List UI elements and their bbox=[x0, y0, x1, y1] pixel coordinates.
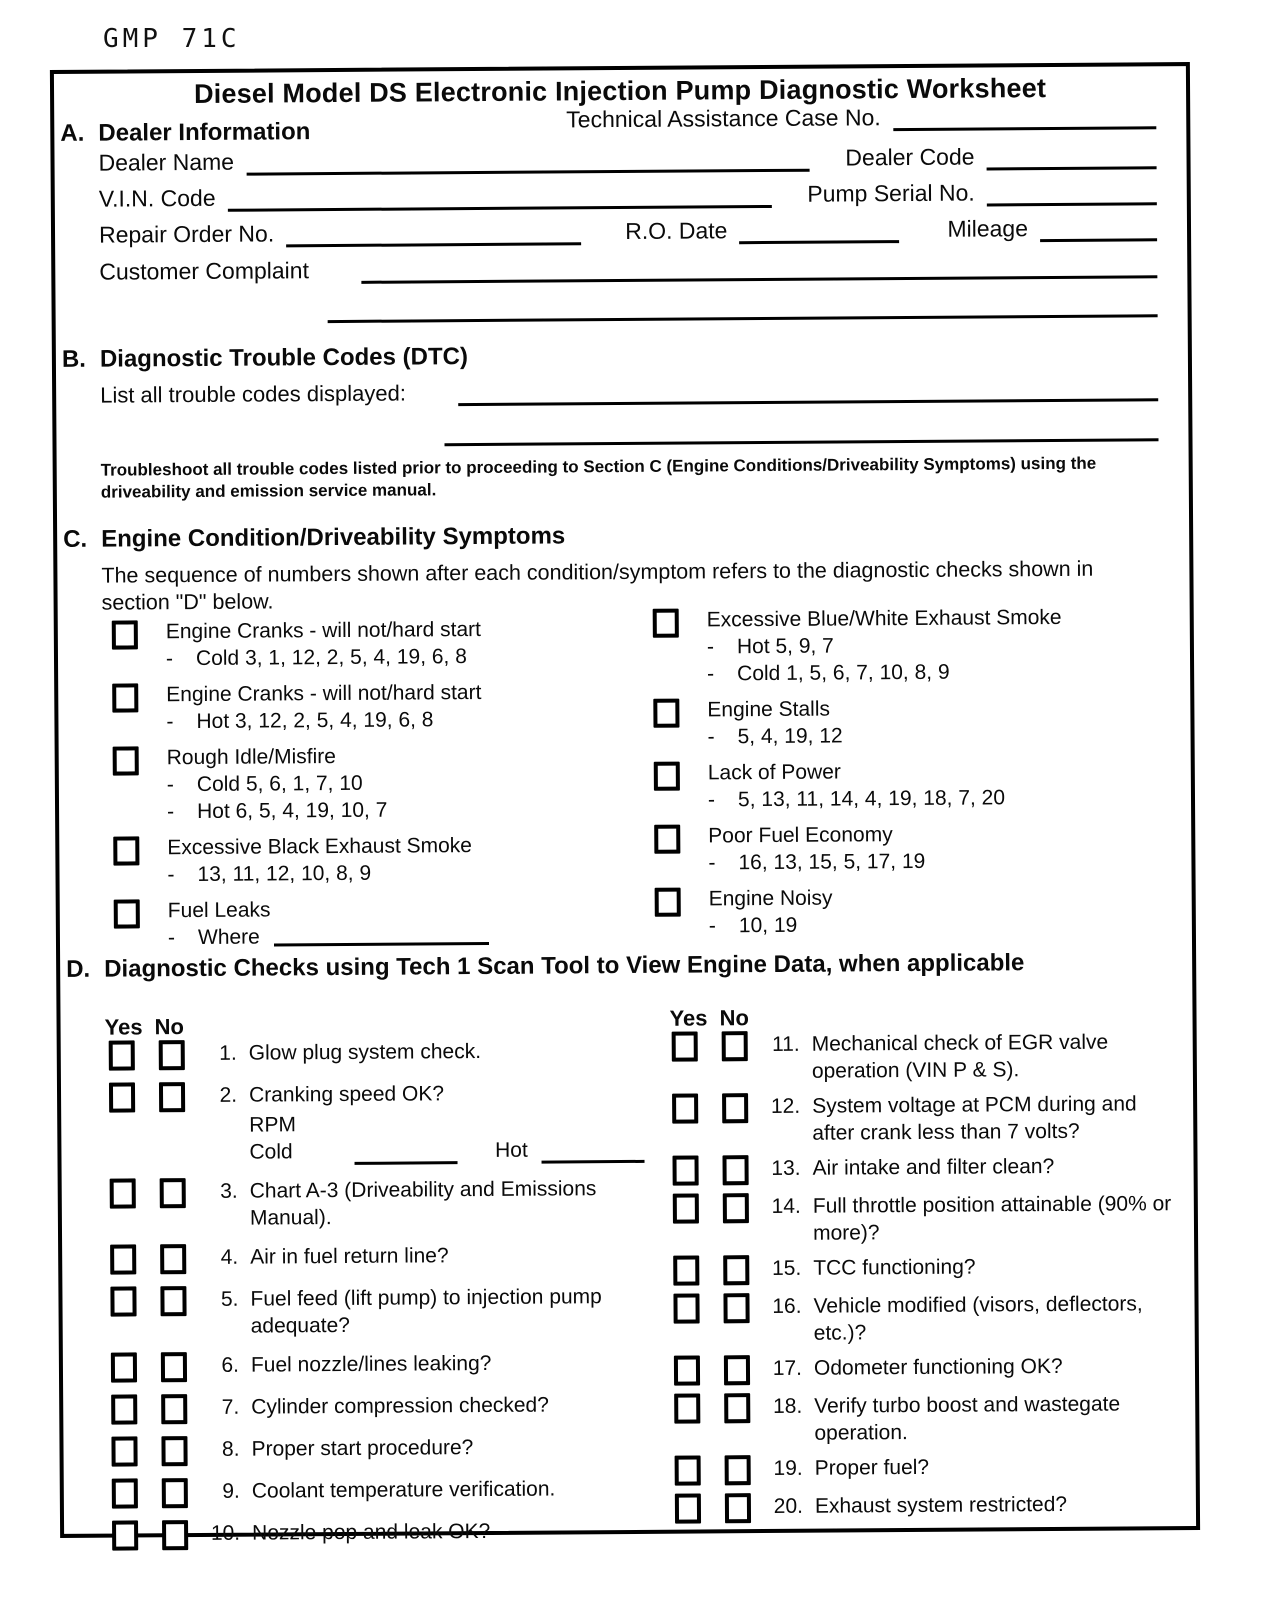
yes-checkbox[interactable] bbox=[675, 1455, 701, 1485]
symptom-blue-white-smoke bbox=[643, 603, 1189, 688]
complaint-field-line1[interactable] bbox=[361, 249, 1158, 284]
dash-bullet: - bbox=[707, 788, 716, 812]
symptom-title: Engine Stalls bbox=[707, 697, 831, 722]
dash-bullet: - bbox=[167, 926, 176, 950]
yes-checkbox[interactable] bbox=[111, 1394, 137, 1424]
worksheet-title: Diesel Model DS Electronic Injection Pump Diagnostic Worksheet bbox=[193, 73, 1047, 109]
symptom-title: Engine Cranks - will not/hard start bbox=[166, 681, 482, 707]
section-a-title: Dealer Information bbox=[98, 118, 311, 147]
symptom-sequence bbox=[709, 909, 1190, 939]
section-b-id: B. bbox=[61, 345, 87, 373]
check-number: 5. bbox=[220, 1287, 239, 1311]
repair-order-field[interactable] bbox=[286, 216, 581, 247]
symptom-sequence bbox=[167, 795, 608, 825]
no-label: No bbox=[719, 1005, 749, 1031]
symptom-checkbox[interactable] bbox=[112, 683, 138, 712]
no-checkbox[interactable] bbox=[162, 1520, 188, 1550]
no-checkbox[interactable] bbox=[161, 1436, 187, 1466]
rpm-hot-field[interactable] bbox=[542, 1140, 645, 1164]
pump-serial-field[interactable] bbox=[987, 176, 1157, 206]
no-checkbox[interactable] bbox=[724, 1355, 750, 1385]
symptom-column-right bbox=[643, 603, 1190, 949]
yes-checkbox[interactable] bbox=[110, 1244, 136, 1274]
symptom-checkbox[interactable] bbox=[654, 825, 680, 854]
dash-bullet: - bbox=[166, 773, 174, 797]
dealer-code-field[interactable] bbox=[986, 140, 1156, 170]
dealer-name-field[interactable] bbox=[246, 143, 810, 176]
check-item-2 bbox=[101, 1079, 667, 1167]
symptom-sequence bbox=[707, 657, 1188, 687]
yes-checkbox[interactable] bbox=[109, 1040, 135, 1070]
check-item-8 bbox=[103, 1433, 668, 1467]
check-text: Fuel nozzle/lines leaking? bbox=[250, 1351, 492, 1377]
symptom-sequence bbox=[167, 768, 608, 798]
checks-column-right bbox=[660, 1001, 1204, 1532]
section-c-intro: The sequence of numbers shown after each condition/symptom refers to the diagnostic checks shown in section "D" below. bbox=[101, 556, 1094, 615]
symptom-title: Excessive Blue/White Exhaust Smoke bbox=[706, 605, 1062, 632]
symptom-sequence bbox=[707, 630, 1188, 660]
ro-date-label: R.O. Date bbox=[625, 217, 728, 244]
check-item-1 bbox=[101, 1037, 666, 1071]
check-item-15 bbox=[662, 1252, 1202, 1286]
section-d-id: D. bbox=[66, 955, 91, 983]
check-text: Nozzle pop and leak OK? bbox=[252, 1519, 491, 1545]
section-c-heading bbox=[63, 522, 565, 554]
section-d-heading bbox=[66, 949, 1024, 984]
check-text: Full throttle position attainable (90% or more)? bbox=[812, 1192, 1172, 1245]
dealer-code-label: Dealer Code bbox=[845, 143, 975, 171]
symptom-sequence bbox=[166, 642, 607, 672]
yes-checkbox[interactable] bbox=[112, 1520, 138, 1550]
sequence-text: Hot 5, 9, 7 bbox=[736, 634, 834, 659]
symptom-fuel-leaks bbox=[104, 894, 609, 952]
yes-checkbox[interactable] bbox=[672, 1031, 698, 1061]
dealer-row bbox=[98, 140, 1156, 176]
rpm-row bbox=[249, 1109, 644, 1166]
sequence-text: 5, 13, 11, 14, 4, 19, 18, 7, 20 bbox=[737, 786, 1006, 812]
rpm-cold-field[interactable] bbox=[354, 1141, 457, 1165]
check-item-14 bbox=[662, 1190, 1202, 1248]
trouble-codes-label: List all trouble codes displayed: bbox=[100, 380, 406, 408]
check-text: Cylinder compression checked? bbox=[251, 1393, 549, 1419]
tech-case-label: Technical Assistance Case No. bbox=[566, 104, 881, 133]
troubleshoot-note: Troubleshoot all trouble codes listed prior to proceeding to Section C (Engine Conditions/Driveability Symptoms) using the driveability and emission service manual. bbox=[100, 453, 1097, 502]
check-text: Vehicle modified (visors, deflectors, etc.)? bbox=[813, 1292, 1143, 1345]
symptom-engine-noisy bbox=[645, 882, 1190, 940]
no-checkbox[interactable] bbox=[161, 1394, 187, 1424]
sequence-text: Hot 6, 5, 4, 19, 10, 7 bbox=[196, 798, 388, 823]
symptom-title: Excessive Black Exhaust Smoke bbox=[167, 834, 473, 860]
check-number: 2. bbox=[219, 1083, 238, 1107]
check-number: 15. bbox=[771, 1256, 802, 1280]
check-number: 12. bbox=[770, 1094, 801, 1118]
no-checkbox[interactable] bbox=[722, 1155, 748, 1185]
trouble-codes-field-line2[interactable] bbox=[445, 438, 1159, 446]
sequence-text: Cold 1, 5, 6, 7, 10, 8, 9 bbox=[737, 660, 950, 686]
check-item-20 bbox=[664, 1490, 1204, 1524]
check-item-9 bbox=[104, 1475, 669, 1509]
check-item-3 bbox=[102, 1175, 667, 1233]
check-number: 8. bbox=[221, 1437, 240, 1461]
no-checkbox[interactable] bbox=[159, 1040, 185, 1070]
section-d-title: Diagnostic Checks using Tech 1 Scan Tool to View Engine Data, when applicable bbox=[104, 949, 1025, 983]
no-checkbox[interactable] bbox=[161, 1352, 187, 1382]
check-number: 17. bbox=[772, 1356, 803, 1380]
check-number: 7. bbox=[221, 1395, 240, 1419]
symptom-checkbox[interactable] bbox=[654, 762, 680, 791]
symptom-title: Fuel Leaks bbox=[167, 898, 271, 923]
where-label: Where bbox=[197, 925, 260, 949]
check-text: Fuel feed (lift pump) to injection pump adequate? bbox=[250, 1285, 602, 1338]
check-item-10 bbox=[104, 1517, 669, 1551]
symptom-title: Lack of Power bbox=[707, 760, 841, 785]
yes-no-header bbox=[100, 1010, 665, 1041]
check-number: 16. bbox=[772, 1294, 802, 1318]
ro-date-field[interactable] bbox=[739, 214, 899, 244]
symptom-title: Engine Noisy bbox=[708, 886, 833, 911]
check-item-19 bbox=[664, 1452, 1204, 1486]
symptom-title: Rough Idle/Misfire bbox=[166, 745, 337, 770]
check-text: Air in fuel return line? bbox=[250, 1244, 449, 1269]
yes-label: Yes bbox=[669, 1005, 708, 1031]
symptom-checkbox[interactable] bbox=[113, 836, 139, 865]
symptom-column-left bbox=[102, 615, 609, 961]
symptom-rough-idle bbox=[103, 741, 609, 826]
checks-column-left bbox=[100, 1010, 669, 1563]
yes-checkbox[interactable] bbox=[672, 1155, 698, 1185]
section-b-heading bbox=[62, 343, 468, 374]
yes-checkbox[interactable] bbox=[111, 1352, 137, 1382]
where-field[interactable] bbox=[274, 922, 489, 947]
check-item-5 bbox=[102, 1283, 667, 1341]
check-text bbox=[249, 1079, 645, 1166]
sequence-text: 10, 19 bbox=[738, 913, 798, 938]
no-checkbox[interactable] bbox=[160, 1286, 186, 1316]
mileage-field[interactable] bbox=[1040, 212, 1157, 242]
complaint-field-line2[interactable] bbox=[328, 314, 1158, 323]
symptom-title: Poor Fuel Economy bbox=[708, 823, 893, 848]
yes-checkbox[interactable] bbox=[112, 1478, 138, 1508]
no-checkbox[interactable] bbox=[725, 1455, 751, 1485]
sequence-text: 5, 4, 19, 12 bbox=[737, 724, 843, 749]
dash-bullet: - bbox=[707, 725, 715, 749]
check-text: Exhaust system restricted? bbox=[814, 1492, 1068, 1518]
symptom-black-smoke bbox=[103, 831, 608, 889]
no-checkbox[interactable] bbox=[723, 1193, 749, 1223]
check-text: Proper fuel? bbox=[814, 1455, 930, 1480]
check-number: 11. bbox=[771, 1032, 800, 1056]
no-checkbox[interactable] bbox=[722, 1031, 748, 1061]
no-checkbox[interactable] bbox=[723, 1293, 749, 1323]
symptom-checkbox[interactable] bbox=[653, 609, 679, 638]
yes-label: Yes bbox=[104, 1014, 143, 1040]
section-b-title: Diagnostic Trouble Codes (DTC) bbox=[99, 343, 469, 373]
check-number: 9. bbox=[222, 1479, 240, 1503]
tech-case-row bbox=[566, 100, 1156, 133]
no-checkbox[interactable] bbox=[725, 1493, 751, 1523]
dash-bullet: - bbox=[166, 710, 174, 734]
check-item-12 bbox=[661, 1090, 1201, 1148]
check-item-7 bbox=[103, 1391, 668, 1425]
section-c-id: C. bbox=[63, 525, 88, 553]
dash-bullet: - bbox=[165, 647, 174, 671]
dash-bullet: - bbox=[706, 635, 715, 659]
symptom-checkbox[interactable] bbox=[653, 699, 679, 728]
yes-checkbox[interactable] bbox=[672, 1093, 698, 1123]
yes-no-header bbox=[660, 1001, 1200, 1032]
symptom-sequence bbox=[167, 858, 608, 888]
yes-checkbox[interactable] bbox=[674, 1355, 700, 1385]
symptom-sequence bbox=[708, 783, 1189, 813]
check-question: Cranking speed OK? bbox=[248, 1082, 445, 1107]
yes-checkbox[interactable] bbox=[674, 1393, 700, 1423]
yes-checkbox[interactable] bbox=[673, 1293, 699, 1323]
check-number: 19. bbox=[773, 1456, 803, 1480]
check-text: Air intake and filter clean? bbox=[812, 1155, 1055, 1180]
symptom-poor-fuel-economy bbox=[644, 819, 1189, 877]
no-checkbox[interactable] bbox=[160, 1178, 186, 1208]
check-text: System voltage at PCM during and after crank less than 7 volts? bbox=[812, 1092, 1137, 1145]
yes-checkbox[interactable] bbox=[110, 1286, 136, 1316]
sequence-text: Hot 3, 12, 2, 5, 4, 19, 6, 8 bbox=[196, 708, 434, 733]
yes-checkbox[interactable] bbox=[110, 1178, 136, 1208]
yes-checkbox[interactable] bbox=[109, 1082, 135, 1112]
check-number: 20. bbox=[773, 1494, 804, 1518]
diagnostic-worksheet bbox=[50, 62, 1200, 1545]
symptom-sequence bbox=[707, 720, 1188, 750]
symptom-sequence bbox=[708, 846, 1189, 876]
tech-case-field[interactable] bbox=[893, 100, 1157, 131]
check-text: Odometer functioning OK? bbox=[813, 1354, 1063, 1380]
check-text: Verify turbo boost and wastegate operation. bbox=[814, 1392, 1121, 1445]
trouble-codes-row bbox=[100, 372, 1158, 408]
check-number: 14. bbox=[771, 1194, 801, 1218]
dash-bullet: - bbox=[166, 800, 175, 824]
pump-serial-label: Pump Serial No. bbox=[807, 179, 975, 207]
symptom-checkbox[interactable] bbox=[113, 746, 139, 775]
dash-bullet: - bbox=[708, 851, 716, 875]
check-text: Glow plug system check. bbox=[248, 1040, 482, 1065]
yes-checkbox[interactable] bbox=[673, 1255, 699, 1285]
dash-bullet: - bbox=[708, 914, 716, 938]
no-checkbox[interactable] bbox=[162, 1478, 188, 1508]
mileage-label: Mileage bbox=[947, 215, 1029, 242]
symptom-where-row bbox=[168, 921, 609, 951]
sequence-text: Cold 3, 1, 12, 2, 5, 4, 19, 6, 8 bbox=[195, 645, 467, 670]
check-number: 18. bbox=[772, 1394, 803, 1418]
symptom-engine-cranks-hot bbox=[102, 678, 607, 736]
section-a-id: A. bbox=[60, 119, 85, 147]
no-checkbox[interactable] bbox=[159, 1082, 185, 1112]
section-a-heading bbox=[60, 118, 310, 148]
trouble-codes-field-line1[interactable] bbox=[458, 372, 1158, 406]
symptom-title: Engine Cranks - will not/hard start bbox=[165, 618, 482, 644]
yes-checkbox[interactable] bbox=[111, 1436, 137, 1466]
complaint-label: Customer Complaint bbox=[99, 257, 310, 285]
no-checkbox[interactable] bbox=[160, 1244, 186, 1274]
check-number: 13. bbox=[771, 1156, 801, 1180]
sequence-text: 16, 13, 15, 5, 17, 19 bbox=[738, 849, 926, 875]
no-checkbox[interactable] bbox=[723, 1255, 749, 1285]
check-item-18 bbox=[663, 1390, 1203, 1448]
form-code: GMP 71C bbox=[103, 24, 241, 54]
symptom-checkbox[interactable] bbox=[112, 620, 138, 649]
check-number: 1. bbox=[219, 1041, 237, 1065]
rpm-hot-label: Hot bbox=[495, 1138, 528, 1162]
vin-label: V.I.N. Code bbox=[98, 184, 216, 212]
vin-field[interactable] bbox=[227, 179, 771, 212]
symptom-checkbox[interactable] bbox=[655, 888, 681, 917]
dash-bullet: - bbox=[167, 863, 175, 887]
check-number: 10. bbox=[210, 1521, 241, 1545]
check-text: Mechanical check of EGR valve operation (VIN P & S). bbox=[811, 1030, 1109, 1083]
yes-checkbox[interactable] bbox=[673, 1193, 699, 1223]
dealer-name-label: Dealer Name bbox=[98, 148, 235, 176]
sequence-text: Cold 5, 6, 1, 7, 10 bbox=[196, 771, 363, 796]
symptom-checkbox[interactable] bbox=[114, 899, 140, 928]
no-checkbox[interactable] bbox=[724, 1393, 750, 1423]
dash-bullet: - bbox=[707, 662, 715, 686]
vin-row bbox=[99, 176, 1157, 212]
check-item-11 bbox=[661, 1028, 1201, 1086]
check-number: 4. bbox=[220, 1245, 239, 1269]
symptom-engine-cranks-cold bbox=[102, 615, 607, 673]
check-text: Coolant temperature verification. bbox=[251, 1477, 556, 1503]
check-item-17 bbox=[663, 1352, 1203, 1386]
check-text: TCC functioning? bbox=[813, 1255, 976, 1280]
check-text: Proper start procedure? bbox=[251, 1436, 474, 1461]
no-checkbox[interactable] bbox=[722, 1093, 748, 1123]
yes-checkbox[interactable] bbox=[675, 1493, 701, 1523]
check-number: 6. bbox=[221, 1353, 240, 1377]
symptom-engine-stalls bbox=[643, 693, 1188, 751]
check-text: Chart A-3 (Driveability and Emissions Manual). bbox=[249, 1177, 597, 1230]
complaint-row bbox=[99, 249, 1157, 285]
check-number: 3. bbox=[220, 1179, 238, 1203]
section-c-title: Engine Condition/Driveability Symptoms bbox=[101, 522, 566, 553]
sequence-text: 13, 11, 12, 10, 8, 9 bbox=[197, 861, 372, 886]
check-item-6 bbox=[103, 1349, 668, 1383]
rpm-cold-label: RPM Cold bbox=[249, 1113, 297, 1164]
repair-order-label: Repair Order No. bbox=[98, 220, 275, 248]
check-item-13 bbox=[661, 1152, 1201, 1186]
symptom-sequence bbox=[166, 705, 607, 735]
check-item-16 bbox=[662, 1290, 1202, 1348]
repair-order-row bbox=[99, 212, 1157, 248]
symptom-lack-of-power bbox=[644, 756, 1189, 814]
check-item-4 bbox=[102, 1241, 667, 1275]
no-label: No bbox=[154, 1014, 184, 1040]
